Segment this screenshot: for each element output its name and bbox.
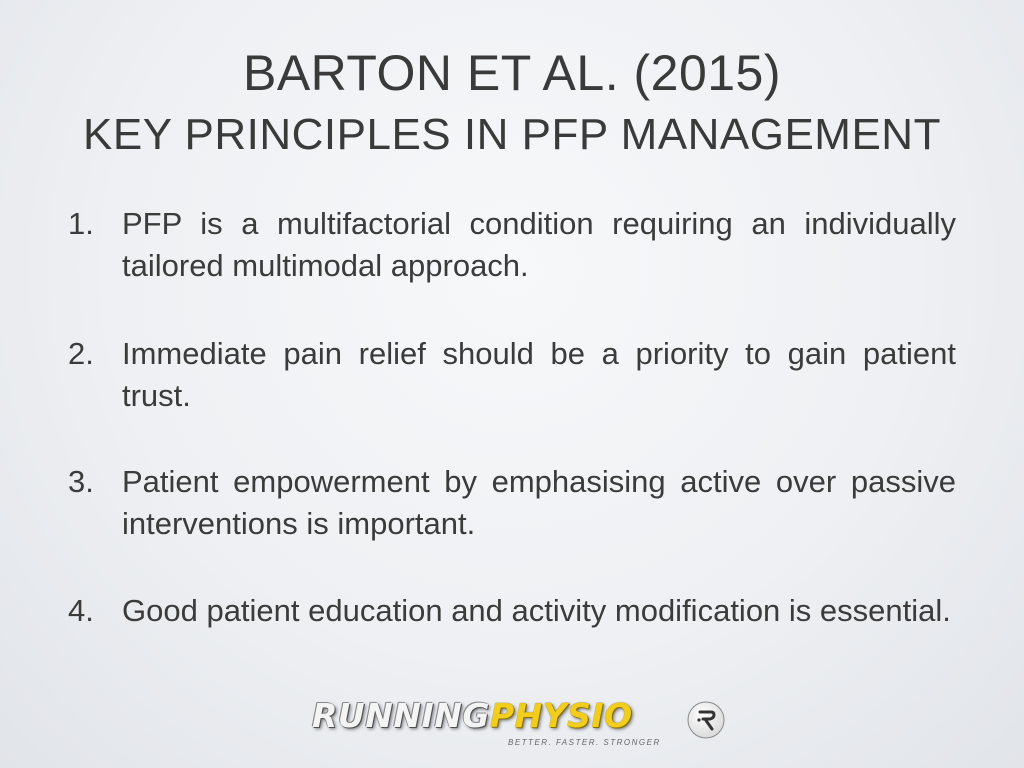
list-item-text: Patient empowerment by emphasising active over passive interventions is important. <box>122 464 956 541</box>
runner-r-icon <box>686 700 726 740</box>
list-item-text: Good patient education and activity modification is essential. <box>122 593 951 628</box>
list-item-number: 4. <box>68 593 94 628</box>
brand-word-running: RUNNING <box>312 696 490 735</box>
list-item <box>68 590 956 632</box>
list-item-number: 1. <box>68 206 94 241</box>
brand-logo <box>312 696 672 756</box>
list-item-text: Immediate pain relief should be a priority to gain patient trust. <box>122 336 956 413</box>
list-item-text: PFP is a multifactorial condition requiring an individually tailored multimodal approach. <box>122 206 956 283</box>
list-item <box>68 461 956 545</box>
list-item <box>68 203 956 287</box>
brand-word-physio: PHYSIO <box>489 696 633 735</box>
slide-title: BARTON ET AL. (2015) <box>242 45 782 101</box>
list-item <box>68 333 956 417</box>
list-item-number: 2. <box>68 336 94 371</box>
slide-subtitle: KEY PRINCIPLES IN PFP MANAGEMENT <box>83 110 941 159</box>
list-item-number: 3. <box>68 464 94 499</box>
brand-tagline: BETTER. FASTER. STRONGER <box>508 738 661 747</box>
brand-wordmark <box>312 696 633 735</box>
